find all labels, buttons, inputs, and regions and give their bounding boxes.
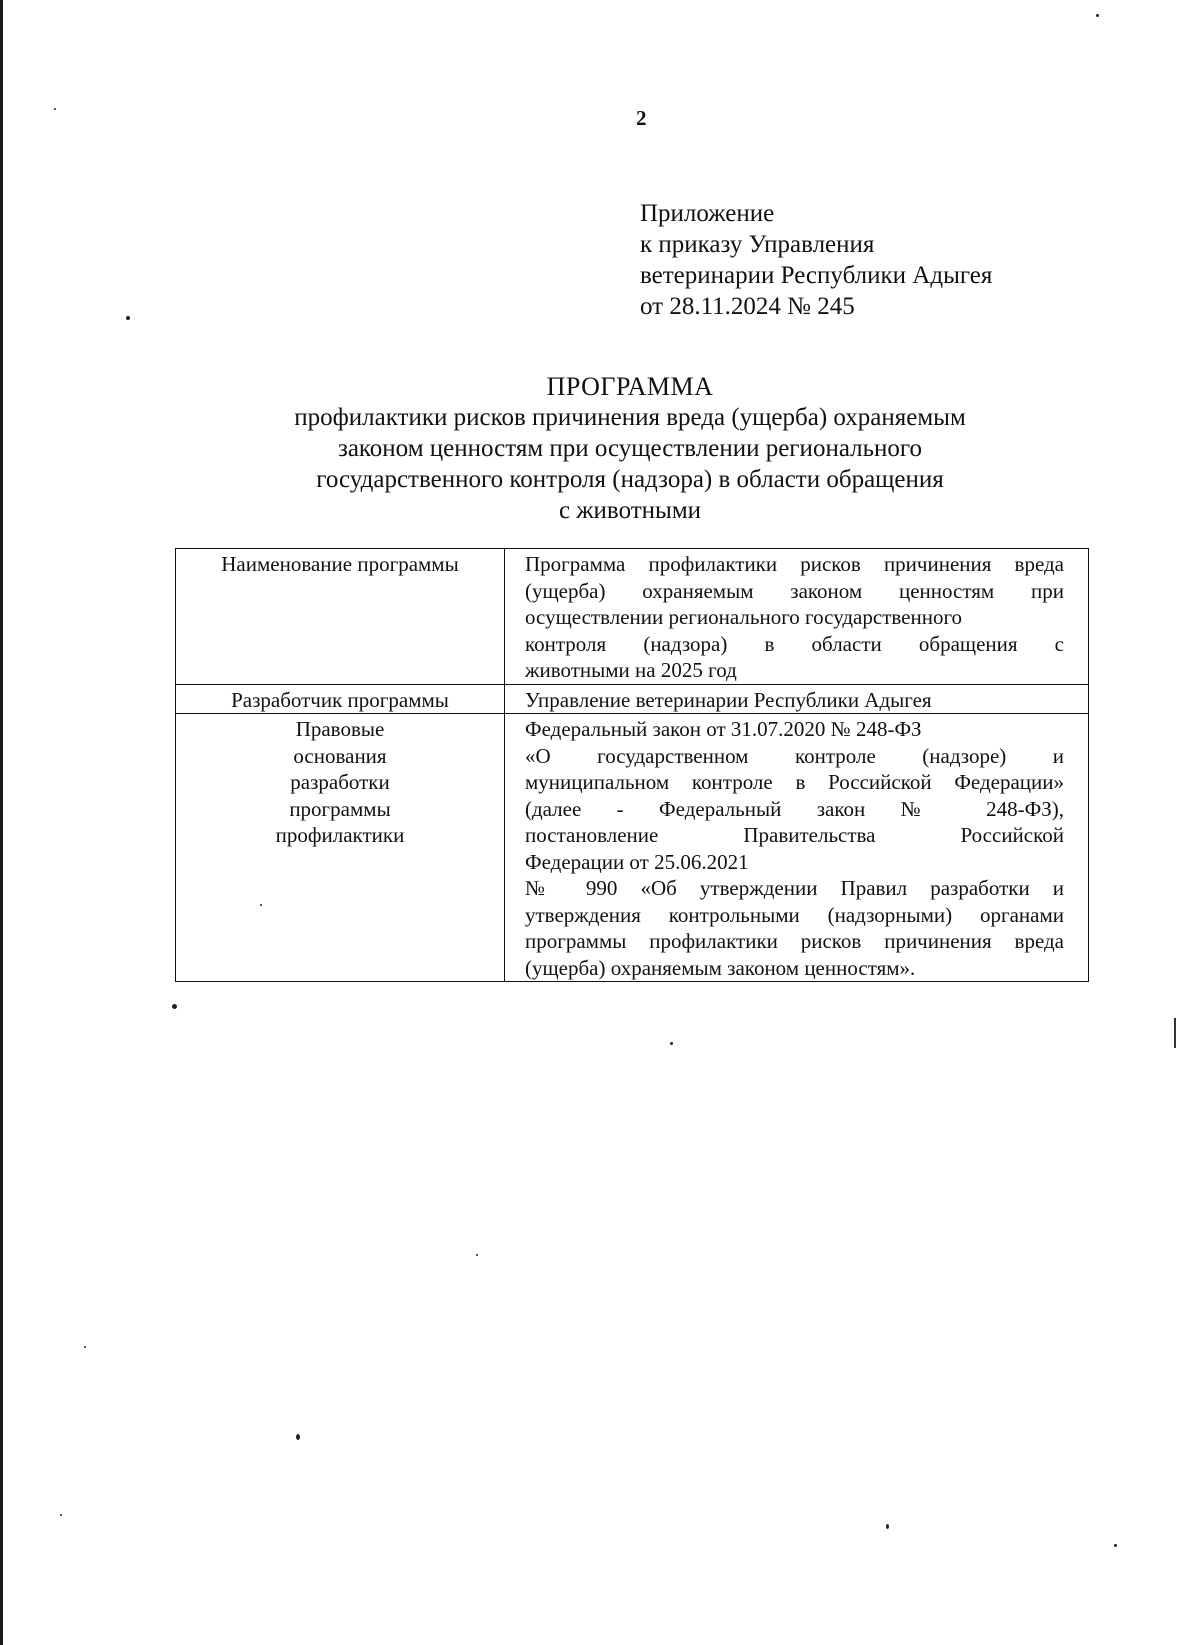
scan-speck xyxy=(1096,14,1099,17)
value-line: контроля (надзора) в области обращения с xyxy=(525,631,1064,656)
table-row xyxy=(176,714,1089,982)
row-label-line: основания xyxy=(293,743,387,768)
value-line: осуществлении регионального государственного xyxy=(525,605,963,629)
title-heading: ПРОГРАММА xyxy=(546,372,714,401)
program-passport-table xyxy=(175,548,1089,982)
approval-line: Приложение xyxy=(640,200,775,227)
title-line: законом ценностям при осуществлении регионального xyxy=(337,435,923,462)
value-line: Управление ветеринарии Республики Адыгея xyxy=(525,687,932,712)
row-label: Разработчик программы xyxy=(176,684,505,714)
scan-speck xyxy=(54,108,56,110)
title-line: профилактики рисков причинения вреда (ущерба) охраняемым xyxy=(294,404,966,431)
value-line: Федеральный закон от 31.07.2020 № 248-ФЗ xyxy=(525,717,922,741)
row-label-line: профилактики xyxy=(275,823,405,847)
row-label xyxy=(176,714,505,982)
scan-speck xyxy=(476,1254,478,1256)
scan-speck xyxy=(172,1004,177,1009)
page-number: 2 xyxy=(636,106,647,130)
value-line: животными на 2025 год xyxy=(525,658,737,682)
row-label-line: разработки xyxy=(290,770,390,794)
scan-speck xyxy=(84,1346,86,1348)
scan-speck xyxy=(1114,1544,1117,1547)
value-line: (далее - Федеральный закон № 248-ФЗ), xyxy=(525,796,1064,821)
value-line: утверждения контрольными (надзорными) органами xyxy=(525,902,1064,927)
value-line: (ущерба) охраняемым законом ценностям при xyxy=(525,578,1064,603)
approval-line: к приказу Управления xyxy=(640,231,875,258)
approval-line: ветеринарии Республики Адыгея xyxy=(640,262,993,289)
value-line: муниципальном контроле в Российской Федерации» xyxy=(525,770,1064,794)
row-label: Наименование программы xyxy=(176,549,505,685)
row-label-line: программы xyxy=(289,796,391,821)
scan-speck xyxy=(670,1042,673,1045)
scan-speck xyxy=(260,904,262,906)
value-line: постановление Правительства Российской xyxy=(525,823,1064,847)
row-value xyxy=(505,684,1089,714)
row-value xyxy=(505,549,1089,685)
value-line: программы профилактики рисков причинения вреда xyxy=(525,929,1064,953)
document-title xyxy=(160,371,1100,526)
value-line: № 990 «Об утверждении Правил разработки и xyxy=(525,876,1064,900)
scan-artifact-mark xyxy=(1174,1018,1176,1048)
table-row xyxy=(176,684,1089,714)
row-value xyxy=(505,714,1089,982)
value-line: «О государственном контроле (надзоре) и xyxy=(525,743,1064,768)
approval-line: от 28.11.2024 № 245 xyxy=(640,293,855,320)
value-line: Федерации от 25.06.2021 xyxy=(525,849,749,874)
value-line: (ущерба) охраняемым законом ценностям». xyxy=(525,955,916,980)
approval-block xyxy=(640,198,992,322)
row-label-line: Правовые xyxy=(295,717,385,741)
scan-speck xyxy=(886,1524,889,1529)
row-label-lines xyxy=(265,716,415,849)
scan-speck xyxy=(296,1434,300,1440)
scan-speck xyxy=(126,316,130,320)
title-line: государственного контроля (надзора) в области обращения xyxy=(316,466,944,493)
table-row xyxy=(176,549,1089,685)
scan-left-edge xyxy=(0,0,3,1645)
value-line: Программа профилактики рисков причинения вреда xyxy=(525,552,1064,576)
title-line: с животными xyxy=(558,497,702,524)
scan-speck xyxy=(60,1514,62,1516)
